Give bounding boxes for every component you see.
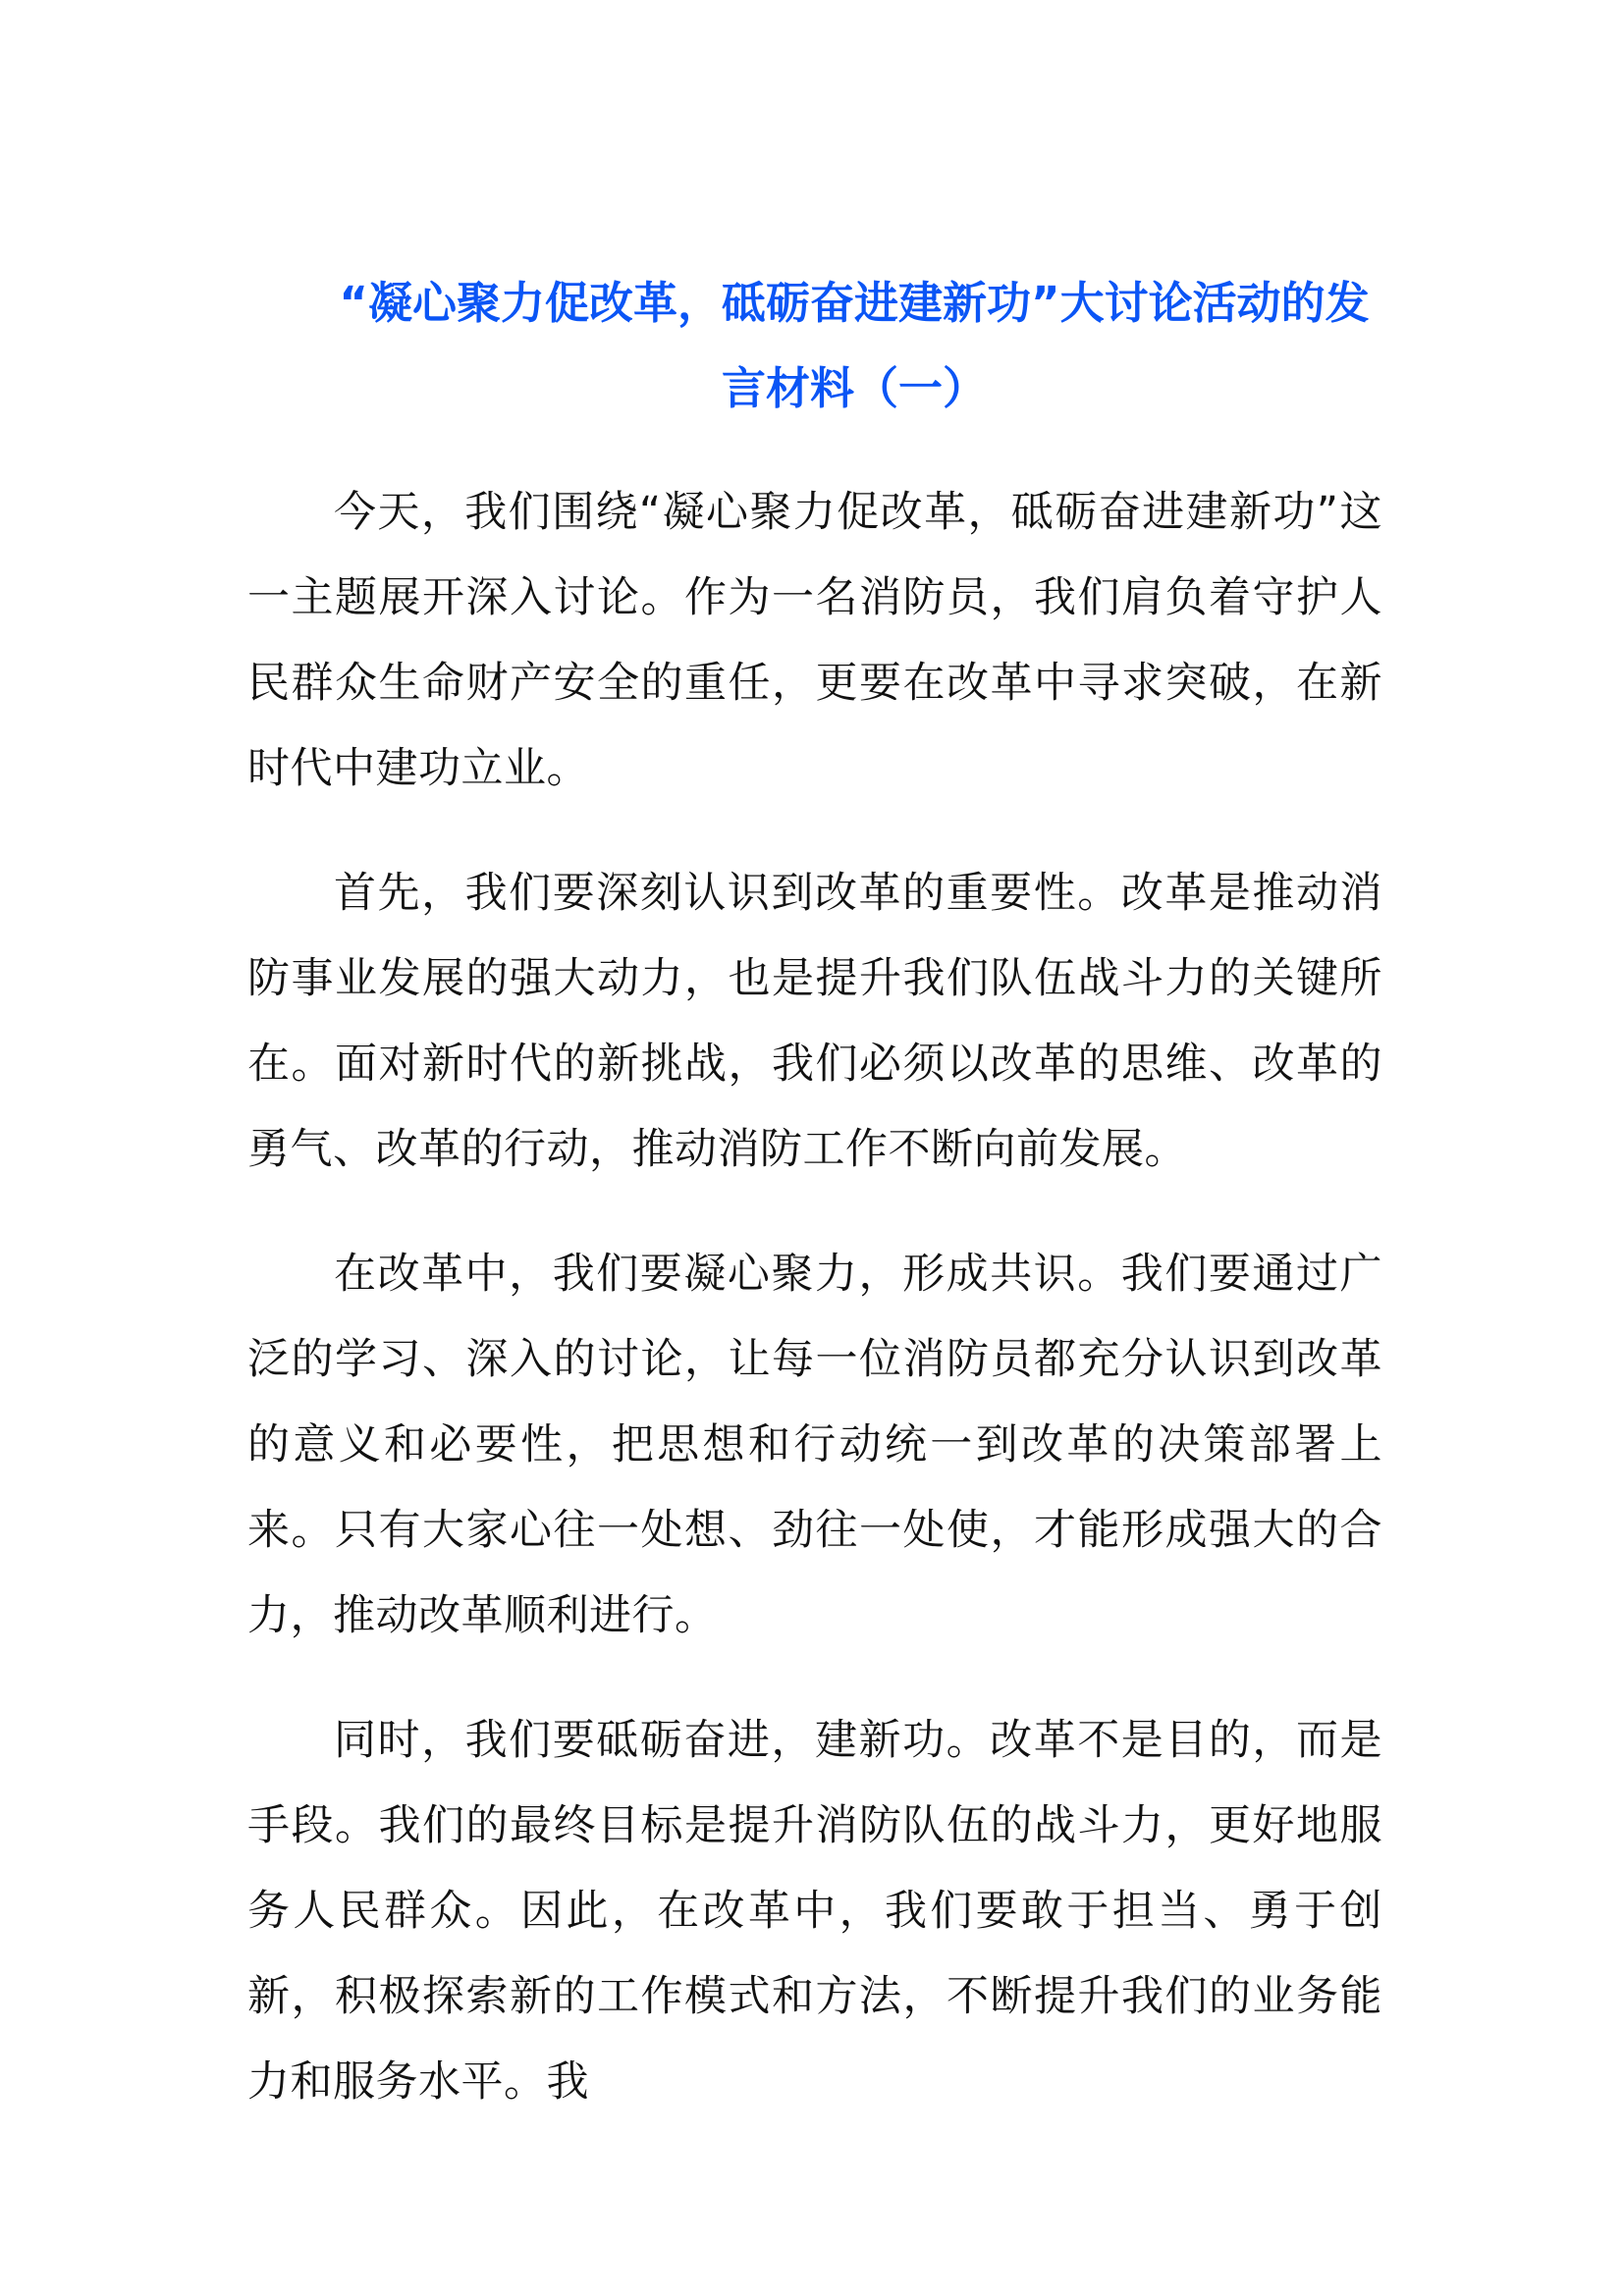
paragraph-1: 今天，我们围绕“凝心聚力促改革，砥砺奋进建新功”这一主题展开深入讨论。作为一名消防员，我们肩负着守护人民群众生命财产安全的重任，更要在改革中寻求突破，在新时代中建功立业。 <box>247 488 1382 793</box>
document-page <box>247 260 1382 2164</box>
paragraph-3: 在改革中，我们要凝心聚力，形成共识。我们要通过广泛的学习、深入的讨论，让每一位消防员都充分认识到改革的意义和必要性，把思想和行动统一到改革的决策部署上来。只有大家心往一处想、劲往一处使，才能形成强大的合力，推动改革顺利进行。 <box>247 1250 1382 1640</box>
paragraph-2: 首先，我们要深刻认识到改革的重要性。改革是推动消防事业发展的强大动力，也是提升我们队伍战斗力的关键所在。面对新时代的新挑战，我们必须以改革的思维、改革的勇气、改革的行动，推动消防工作不断向前发展。 <box>247 869 1382 1174</box>
paragraph-4: 同时，我们要砥砺奋进，建新功。改革不是目的，而是手段。我们的最终目标是提升消防队伍的战斗力，更好地服务人民群众。因此，在改革中，我们要敢于担当、勇于创新，积极探索新的工作模式和方法，不断提升我们的业务能力和服务水平。我 <box>247 1716 1382 2107</box>
document-title: “凝心聚力促改革，砥砺奋进建新功”大讨论活动的发言材料（一） <box>339 277 1370 414</box>
